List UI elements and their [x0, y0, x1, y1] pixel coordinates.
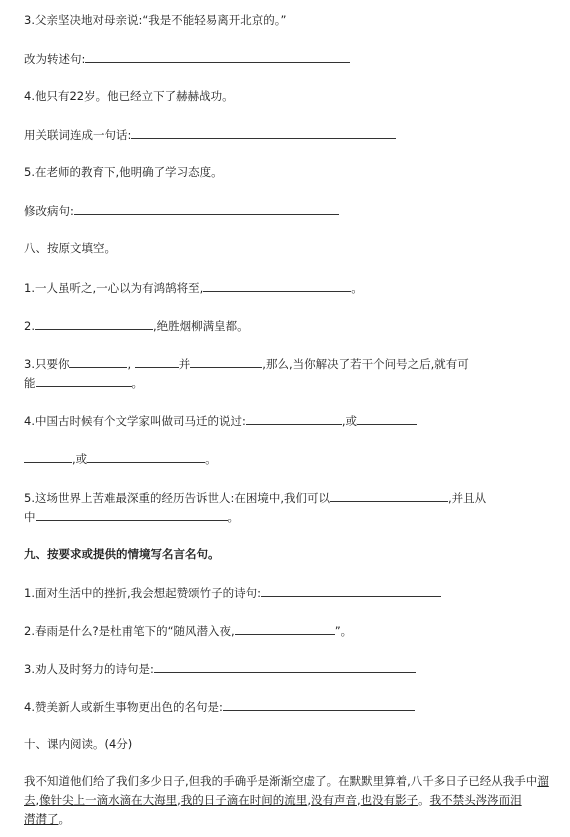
s8-item2-blank[interactable] — [35, 317, 153, 330]
s8-item2-num: 2. — [24, 319, 35, 333]
s8-item4-line2 — [24, 450, 217, 467]
s8-item5-text-d: 。 — [227, 510, 239, 524]
s9-item2-end: ”。 — [334, 624, 353, 638]
section10-heading: 十、课内阅读。(4分) — [24, 737, 133, 751]
q3-answer-blank[interactable] — [85, 50, 350, 63]
s8-item3-text-b: , — [127, 357, 132, 371]
s9-item1-blank[interactable] — [261, 584, 441, 597]
s9-item3-blank[interactable] — [154, 660, 416, 673]
s8-item2-text: ,绝胜烟柳满皇都。 — [152, 319, 249, 333]
s9-item4-text: 4.赞美新人或新生事物更出色的名句是: — [24, 700, 223, 714]
passage-underline-6: 我不禁头涔涔而泪 — [429, 793, 522, 807]
s8-item5-line1 — [24, 489, 486, 506]
s8-item3-text-e: 能 — [24, 376, 36, 390]
s8-item4-blank1[interactable] — [246, 412, 342, 425]
s8-item3-line1 — [24, 355, 469, 372]
s8-item3-text-c: 并 — [178, 357, 191, 371]
s8-item5-blank2[interactable] — [36, 508, 228, 521]
passage-seg-5: , — [356, 793, 361, 807]
s9-item2-blank[interactable] — [235, 622, 335, 635]
passage-underline-5: 也没有影子 — [360, 793, 419, 807]
s8-item1 — [24, 279, 363, 296]
s9-item3 — [24, 660, 416, 677]
passage-seg-4: , — [307, 793, 311, 807]
section9-heading: 九、按要求或提供的情境写名言名句。 — [24, 547, 220, 561]
q4-prompt: 4.他只有22岁。他已经立下了赫赫战功。 — [24, 89, 234, 103]
q5-prompt: 5.在老师的教育下,他明确了学习态度。 — [24, 165, 223, 179]
s8-item1-text: 1.一人虽听之,一心以为有鸿鹄将至, — [24, 281, 204, 295]
passage-seg-6: 。 — [418, 793, 430, 807]
passage-underline-4: 没有声音 — [310, 793, 357, 807]
q4-task — [24, 126, 396, 143]
s8-item4-text-d: 。 — [205, 452, 217, 466]
s9-item1-text: 1.面对生活中的挫折,我会想起赞颂竹子的诗句: — [24, 586, 261, 600]
s8-item3-text-d: ,那么,当你解决了若干个问号之后,就有可 — [262, 357, 469, 371]
s8-item4-blank4[interactable] — [87, 450, 205, 463]
s8-item5-line2 — [24, 508, 239, 525]
q4-answer-blank[interactable] — [131, 126, 396, 139]
s8-item3-text-f: 。 — [131, 376, 143, 390]
passage-underline-7: 潸潸了 — [24, 812, 59, 826]
passage-seg-3: , — [177, 793, 181, 807]
s9-item1 — [24, 584, 441, 601]
s8-item4-line1 — [24, 412, 417, 429]
s8-item2 — [24, 317, 249, 334]
passage-seg-2: , — [35, 793, 40, 807]
q5-task-label: 修改病句: — [24, 204, 74, 218]
s8-item4-text-b: ,或 — [341, 414, 358, 428]
s9-item3-text: 3.劝人及时努力的诗句是: — [24, 662, 154, 676]
s8-item4-text-c: ,或 — [72, 452, 88, 466]
s8-item3-blank3[interactable] — [190, 355, 262, 368]
q3-prompt: 3.父亲坚决地对母亲说:“我是不能轻易离开北京的。” — [24, 13, 287, 27]
passage-seg-1: 我不知道他们给了我们多少日子,但我的手确乎是渐渐空虚了。在默默里算着,八千多日子已经从我手中 — [24, 774, 538, 788]
s8-item4-text-a: 4.中国古时候有个文学家叫做司马迁的说过: — [24, 414, 246, 428]
s8-item3-blank4[interactable] — [36, 374, 132, 387]
s9-item4-blank[interactable] — [223, 698, 415, 711]
reading-passage — [24, 772, 554, 829]
s9-item2-text: 2.春雨是什么?是杜甫笔下的“随风潜入夜, — [24, 624, 235, 638]
s8-item4-blank3[interactable] — [24, 450, 72, 463]
section8-heading: 八、按原文填空。 — [24, 241, 116, 255]
q3-task-label: 改为转述句: — [24, 52, 86, 66]
q4-task-label: 用关联词连成一句话: — [24, 128, 132, 142]
passage-underline-2: 像针尖上一滴水滴在大海里 — [39, 793, 178, 807]
s8-item3-blank1[interactable] — [69, 355, 127, 368]
q5-answer-blank[interactable] — [74, 202, 339, 215]
s8-item4-blank2[interactable] — [357, 412, 417, 425]
s8-item5-text-a: 5.这场世界上苦难最深重的经历告诉世人:在困境中,我们可以 — [24, 491, 330, 505]
q5-task — [24, 202, 339, 219]
passage-underline-3: 我的日子滴在时间的流里 — [180, 793, 308, 807]
s8-item1-blank[interactable] — [203, 279, 351, 292]
s8-item3-blank2[interactable] — [135, 355, 179, 368]
s8-item5-text-c: 中 — [24, 510, 36, 524]
s8-item5-text-b: ,并且从 — [448, 491, 487, 505]
q3-task — [24, 50, 350, 67]
s8-item1-end: 。 — [351, 281, 363, 295]
s9-item2 — [24, 622, 352, 639]
s8-item5-blank1[interactable] — [330, 489, 448, 502]
s9-item4 — [24, 698, 415, 715]
passage-seg-7: 。 — [58, 812, 70, 826]
passage-underline-1: 溜去 — [24, 774, 549, 807]
s8-item3-line2 — [24, 374, 143, 391]
s8-item3-text-a: 3.只要你 — [24, 357, 70, 371]
